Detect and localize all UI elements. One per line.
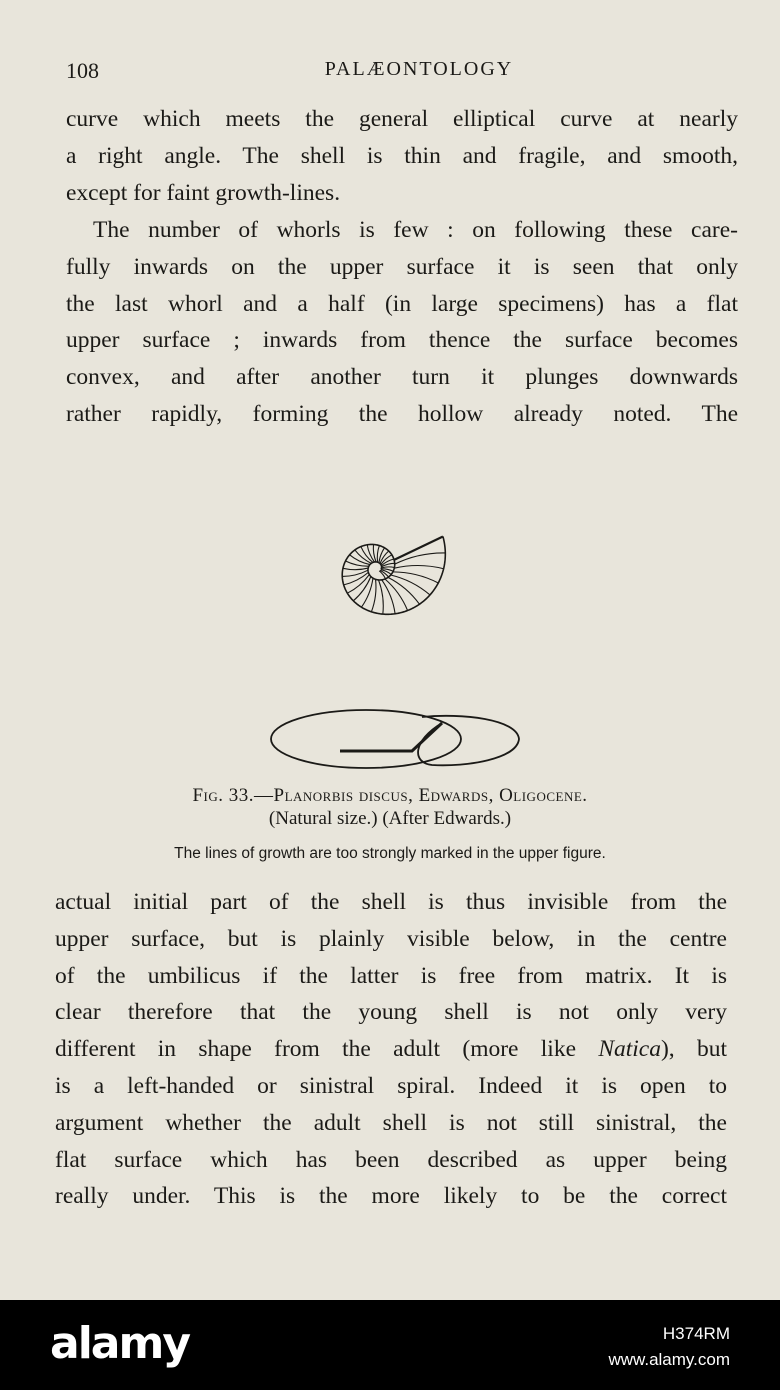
text-line: is a left-handed or sinistral spiral. Indeed it is open to	[55, 1072, 727, 1099]
growth-line	[361, 547, 373, 563]
text-line: actual initial part of the shell is thus invisible from the	[55, 889, 727, 915]
growth-line	[394, 565, 443, 568]
figure-caption-sub: (Natural size.) (After Edwards.)	[268, 808, 512, 829]
growth-line	[373, 544, 376, 561]
text-line: fully inwards on the upper surface it is seen that only	[66, 253, 738, 280]
paragraph-3	[55, 884, 727, 1215]
figure-caption-note: The lines of growth are too strongly marked in the upper figure.	[174, 845, 606, 862]
growth-line	[347, 575, 369, 594]
caption-main-text: Fig. 33.—Planorbis discus, Edwards, Oligocene.	[192, 785, 588, 806]
text-line: really under. This is the more likely to be the correct	[55, 1183, 727, 1210]
growth-line	[382, 567, 395, 568]
shell-side-view-illustration	[262, 705, 524, 773]
text-line: flat surface which has been described as upper being	[55, 1146, 727, 1173]
site-url: www.alamy.com	[608, 1350, 730, 1369]
text-run: ), but	[660, 1036, 728, 1063]
page-number: 108	[66, 58, 99, 83]
running-head	[66, 58, 732, 88]
growth-line	[343, 568, 368, 570]
brand-logo: alamy	[50, 1318, 189, 1369]
growth-line	[388, 577, 419, 604]
figure-33	[0, 440, 780, 880]
running-title: PALÆONTOLOGY	[324, 58, 514, 80]
text-line: a right angle. The shell is thin and fragile, and smooth,	[66, 142, 738, 169]
watermark-footer-bar	[0, 1300, 780, 1390]
text-run: different in shape from the adult (more like	[55, 1036, 599, 1063]
text-line: upper surface, but is plainly visible below, in the centre	[55, 925, 727, 952]
text-line: the last whorl and a half (in large specimens) has a flat	[66, 290, 738, 317]
text-line: curve which meets the general elliptical curve at nearly	[66, 106, 738, 132]
growth-line	[395, 553, 446, 564]
image-id: H374RM	[662, 1324, 730, 1343]
text-line-with-italic	[55, 1031, 727, 1068]
paragraph-2	[66, 212, 738, 433]
text-line: except for faint growth-lines.	[66, 179, 341, 206]
growth-line	[379, 580, 384, 614]
text-line: The number of whorls is few : on following these care-	[93, 217, 738, 243]
text-line: rather rapidly, forming the hollow already noted. The	[66, 400, 738, 427]
text-line: of the umbilicus if the latter is free from matrix. It is	[55, 962, 727, 989]
growth-line	[385, 579, 408, 611]
text-line: upper surface ; inwards from thence the surface becomes	[66, 327, 738, 354]
figure-caption	[0, 785, 780, 807]
text-line: convex, and after another turn it plunges downwards	[66, 364, 738, 391]
italic-term: Natica	[598, 1036, 661, 1063]
text-line: clear therefore that the young shell is not only very	[55, 999, 727, 1026]
paragraph-1	[66, 101, 738, 211]
text-line: argument whether the adult shell is not still sinistral, the	[55, 1109, 727, 1136]
shell-top-view-illustration	[262, 444, 524, 666]
shell-aperture	[394, 536, 443, 559]
